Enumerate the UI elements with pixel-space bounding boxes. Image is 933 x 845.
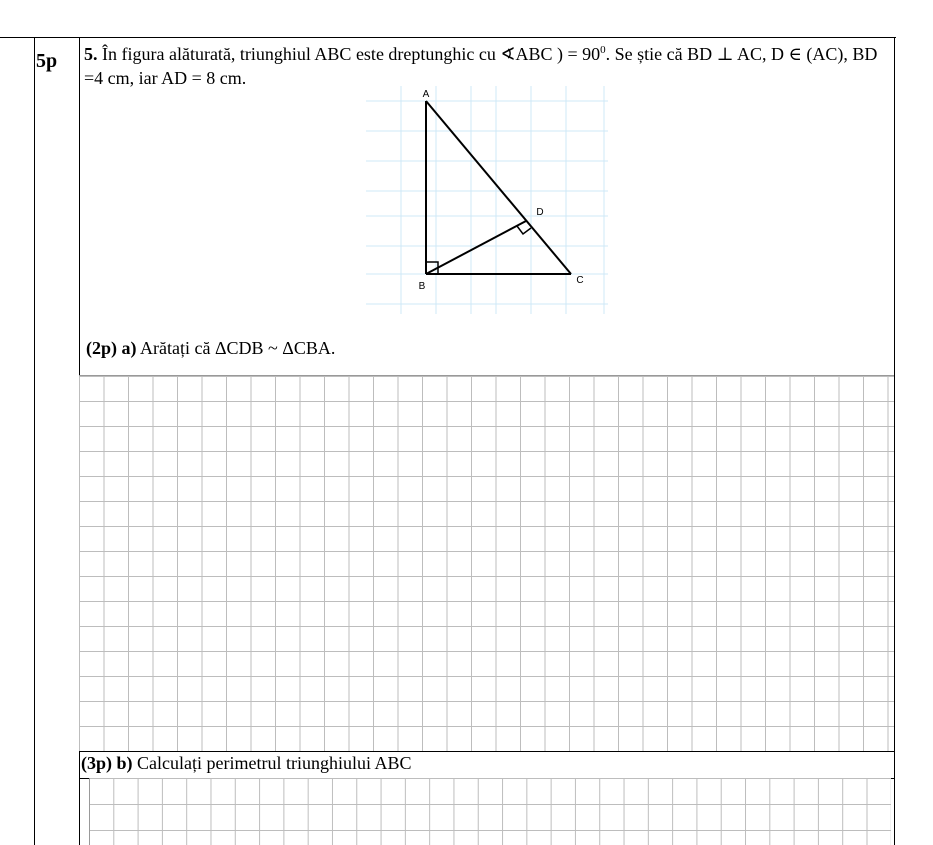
- label-c: C: [576, 275, 584, 286]
- degree-superscript: 0: [600, 44, 606, 56]
- part-b-letter: b): [116, 753, 133, 773]
- part-b-text: Calculați perimetrul triunghiului ABC: [132, 753, 412, 773]
- triangle-lines: [426, 101, 571, 274]
- table-right-border: [894, 37, 895, 845]
- part-b-question: [81, 753, 411, 774]
- table-left-border: [34, 37, 35, 845]
- problem-statement: [84, 38, 892, 90]
- answer-grid-b-border: [89, 778, 90, 845]
- triangle-figure: [366, 86, 608, 314]
- figure-grid: [366, 86, 608, 314]
- statement-part2: . Se știe că BD ⊥ AC, D ∈ (AC), BD =4 cm, iar AD = 8 cm.: [84, 44, 878, 88]
- side-ac: [426, 101, 571, 274]
- label-d: D: [536, 207, 544, 218]
- label-b: B: [418, 281, 426, 292]
- segment-bd: [426, 221, 526, 274]
- answer-grid-a[interactable]: [79, 375, 894, 752]
- part-a-letter: a): [121, 338, 137, 358]
- problem-number: 5.: [84, 44, 98, 64]
- part-a-points: (2p): [86, 338, 117, 358]
- problem-points: 5p: [36, 50, 58, 72]
- right-angle-mark-d: [517, 226, 531, 234]
- part-b-points: (3p): [81, 753, 112, 773]
- part-b-row: [79, 751, 894, 779]
- part-a-question: [86, 338, 335, 359]
- label-a: A: [422, 89, 430, 100]
- statement-part1: În figura alăturată, triunghiul ABC este dreptunghic cu ∢ABC ) = 90: [97, 44, 601, 64]
- answer-grid-b[interactable]: [89, 778, 891, 845]
- part-a-text: Arătați că ΔCDB ~ ΔCBA.: [136, 338, 336, 358]
